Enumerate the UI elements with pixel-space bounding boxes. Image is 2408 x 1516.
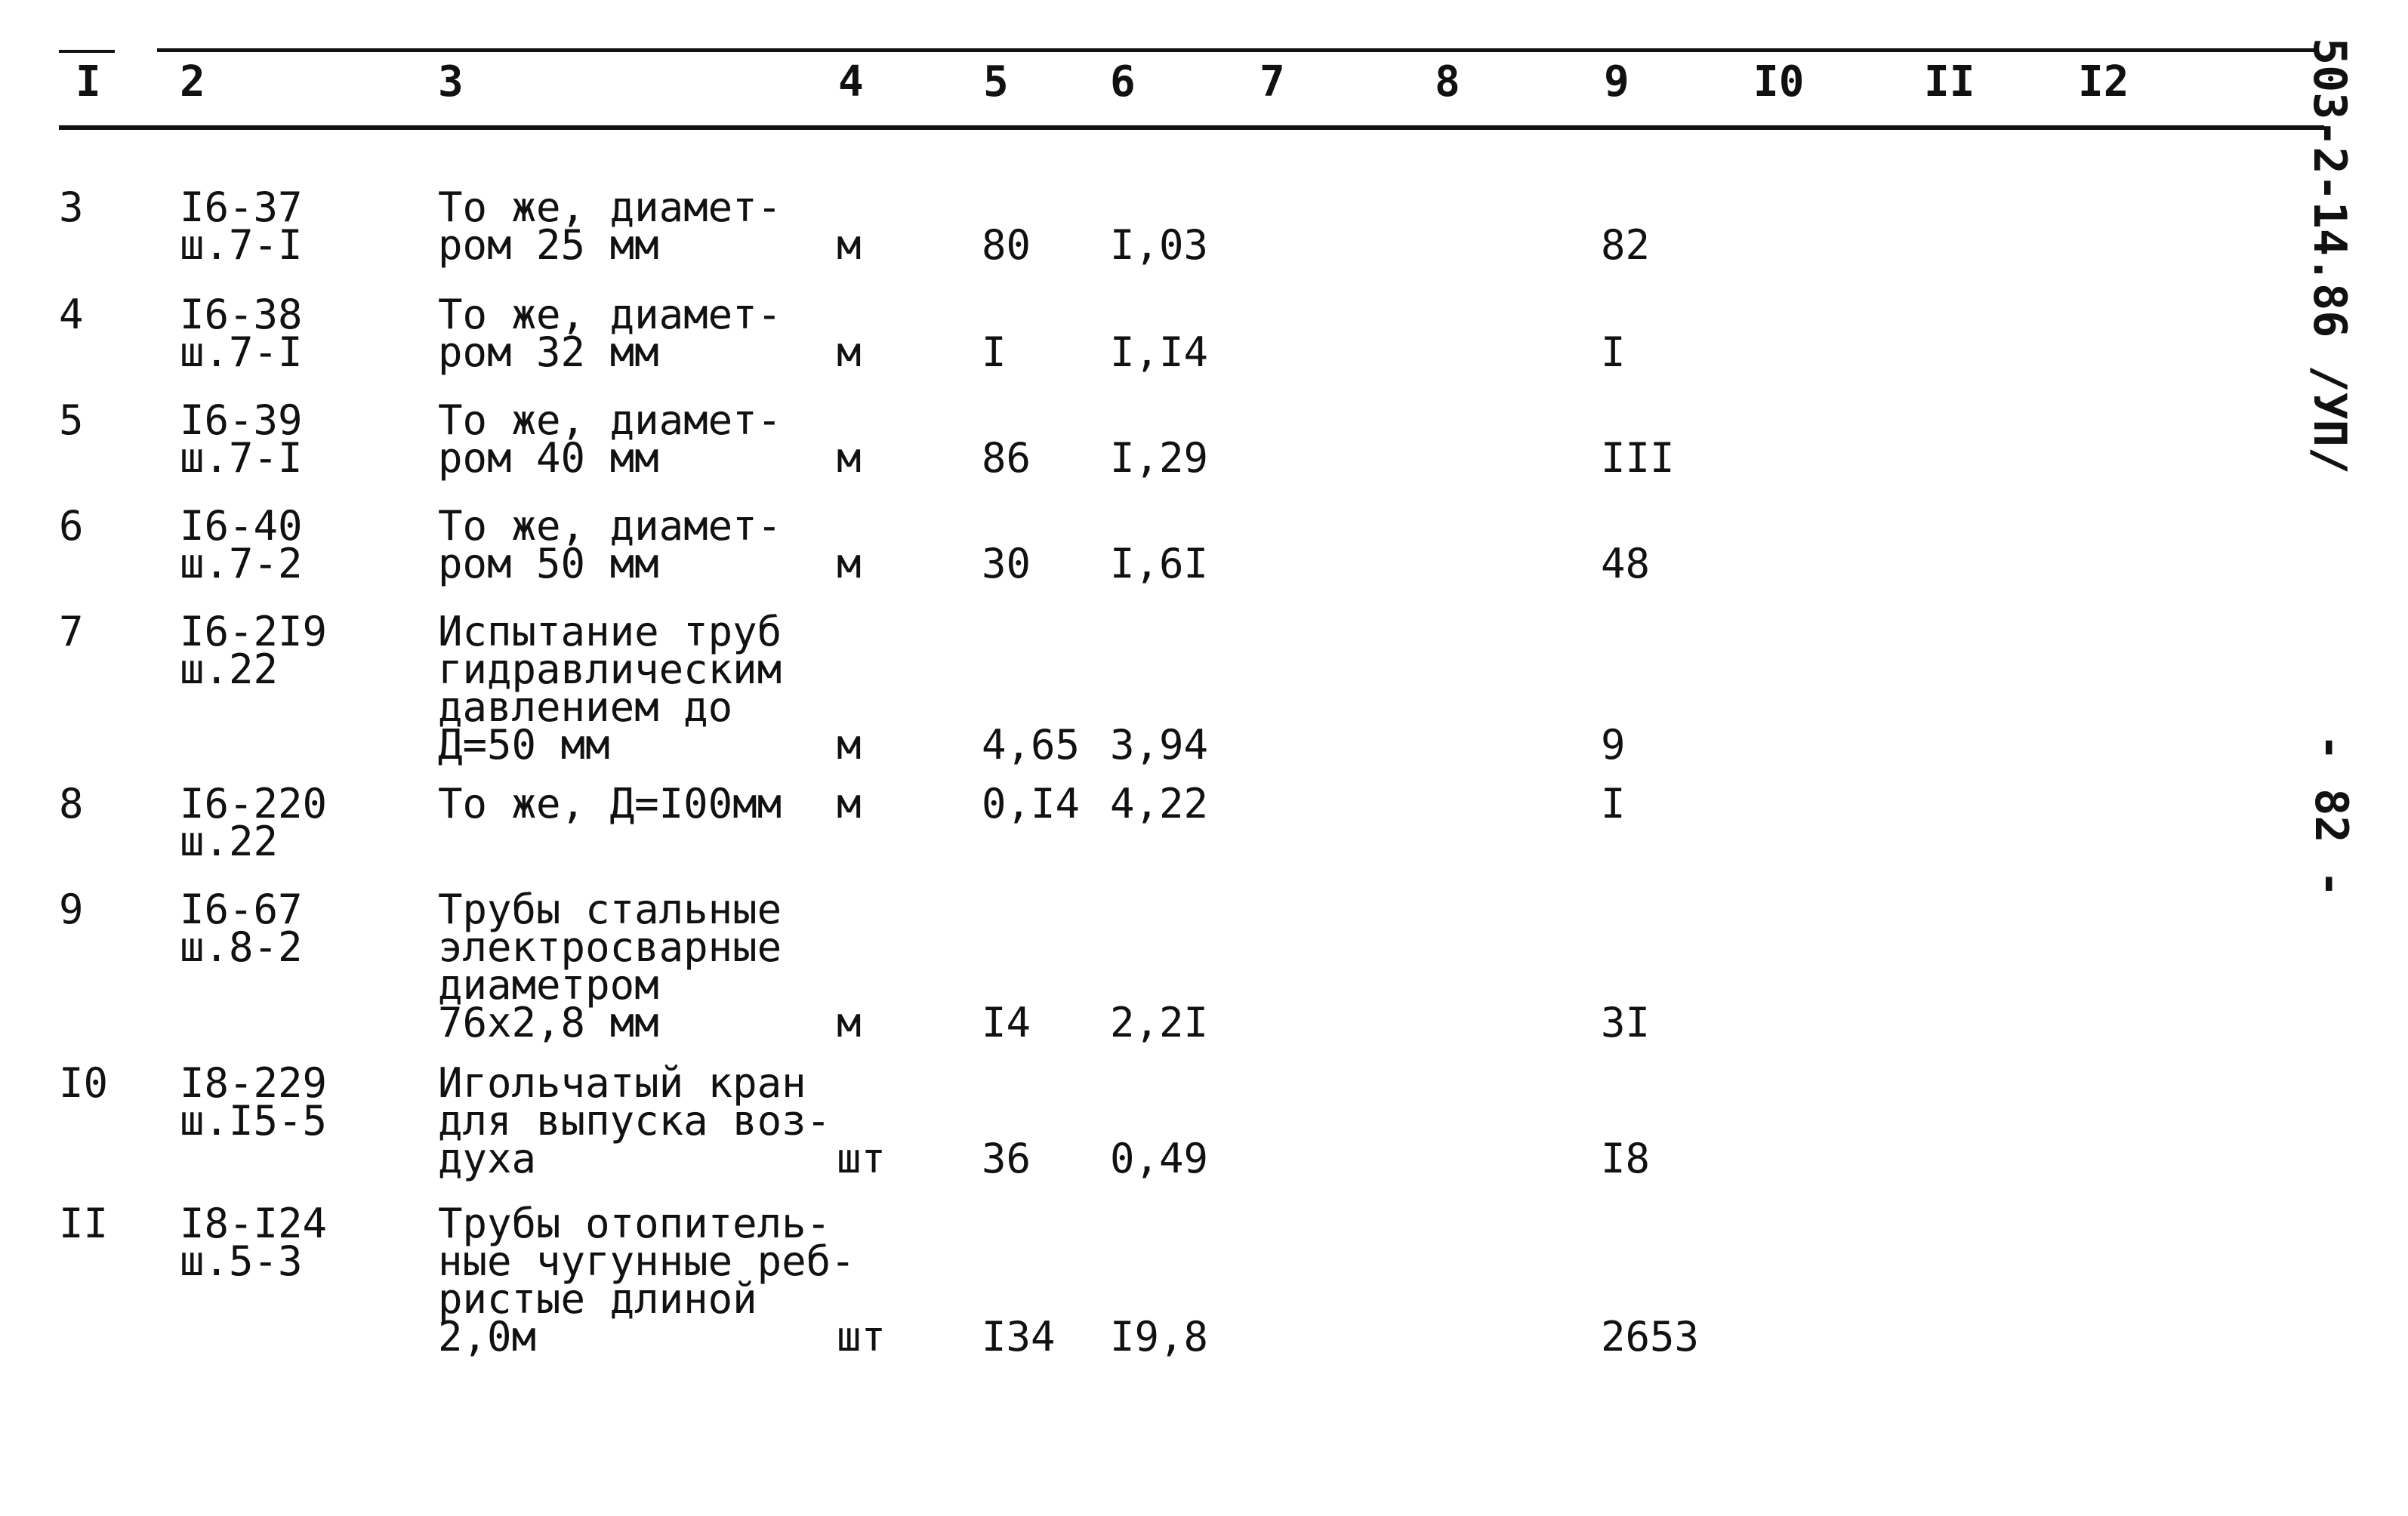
rate-code: I8-I24 ш.5-3 [180, 1200, 328, 1285]
work-description: Испытание труб гидравлическим давлением до Д=50 мм [438, 608, 782, 769]
unit-price: I,6I [1110, 540, 1209, 587]
column-header-6: 6 [1110, 57, 1136, 106]
rate-code: I8-229 ш.I5-5 [180, 1059, 328, 1145]
quantity: 30 [982, 540, 1031, 587]
rate-code: I6-220 ш.22 [180, 780, 328, 865]
row-number: 3 [59, 183, 84, 231]
quantity: I4 [982, 999, 1031, 1046]
unit: м [837, 434, 862, 482]
quantity: I [982, 328, 1007, 376]
column-header-3: 3 [438, 57, 464, 106]
column-header-9: 9 [1604, 57, 1629, 106]
unit-price: I,03 [1110, 221, 1209, 269]
unit: шт [837, 1135, 886, 1182]
total-cost: 2653 [1601, 1313, 1700, 1360]
total-cost: III [1601, 434, 1675, 482]
row-number: 5 [59, 396, 84, 444]
row-number: 4 [59, 291, 84, 338]
top-rule-short [59, 50, 115, 53]
unit-price: 2,2I [1110, 999, 1209, 1046]
column-header-12: I2 [2078, 57, 2129, 106]
row-number: 8 [59, 780, 84, 827]
top-rule [157, 48, 2317, 52]
row-number: 9 [59, 886, 84, 933]
unit: шт [837, 1313, 886, 1360]
unit-price: I9,8 [1110, 1313, 1209, 1360]
quantity: I34 [982, 1313, 1056, 1360]
column-header-2: 2 [180, 57, 205, 106]
column-header-4: 4 [838, 57, 864, 106]
total-cost: I8 [1601, 1135, 1651, 1182]
rate-code: I6-2I9 ш.22 [180, 608, 328, 693]
quantity: 86 [982, 434, 1031, 482]
quantity: 36 [982, 1135, 1031, 1182]
total-cost: 3I [1601, 999, 1651, 1046]
column-header-1: I [76, 57, 101, 106]
work-description: То же, диамет- ром 50 мм [438, 502, 782, 587]
rate-code: I6-40 ш.7-2 [180, 502, 303, 587]
unit-price: 4,22 [1110, 780, 1209, 827]
column-header-5: 5 [983, 57, 1009, 106]
header-bottom-rule [59, 125, 2324, 130]
quantity: 0,I4 [982, 780, 1081, 827]
unit: м [837, 999, 862, 1046]
work-description: Трубы отопитель- ные чугунные реб- ристые длиной 2,0м [438, 1200, 856, 1360]
total-cost: I [1601, 328, 1626, 376]
unit: м [837, 328, 862, 376]
column-header-7: 7 [1259, 57, 1285, 106]
work-description: Игольчатый кран для выпуска воз- духа [438, 1059, 831, 1182]
page-number: - 82 - [2305, 734, 2357, 898]
work-description: Трубы стальные электросварные диаметром 76х2,8 мм [438, 886, 782, 1046]
rate-code: I6-37 ш.7-I [180, 183, 303, 269]
work-description: То же, диамет- ром 25 мм [438, 183, 782, 269]
unit-price: I,29 [1110, 434, 1209, 482]
rate-code: I6-39 ш.7-I [180, 396, 303, 482]
unit: м [837, 780, 862, 827]
row-number: 6 [59, 502, 84, 550]
column-header-8: 8 [1435, 57, 1460, 106]
row-number: II [59, 1200, 109, 1247]
work-description: То же, Д=I00мм [438, 780, 782, 827]
row-number: 7 [59, 608, 84, 655]
work-description: То же, диамет- ром 32 мм [438, 291, 782, 376]
column-header-10: I0 [1753, 57, 1805, 106]
unit-price: I,I4 [1110, 328, 1209, 376]
unit: м [837, 540, 862, 587]
total-cost: 48 [1601, 540, 1651, 587]
row-number: I0 [59, 1059, 109, 1107]
rate-code: I6-38 ш.7-I [180, 291, 303, 376]
work-description: То же, диамет- ром 40 мм [438, 396, 782, 482]
unit-price: 0,49 [1110, 1135, 1209, 1182]
column-header-11: II [1924, 57, 1975, 106]
total-cost: I [1601, 780, 1626, 827]
document-code: 503-2-14.86 /УП/ [2303, 38, 2356, 474]
rate-code: I6-67 ш.8-2 [180, 886, 303, 971]
unit-price: 3,94 [1110, 721, 1209, 769]
total-cost: 9 [1601, 721, 1626, 769]
quantity: 4,65 [982, 721, 1081, 769]
unit: м [837, 721, 862, 769]
total-cost: 82 [1601, 221, 1651, 269]
unit: м [837, 221, 862, 269]
quantity: 80 [982, 221, 1031, 269]
